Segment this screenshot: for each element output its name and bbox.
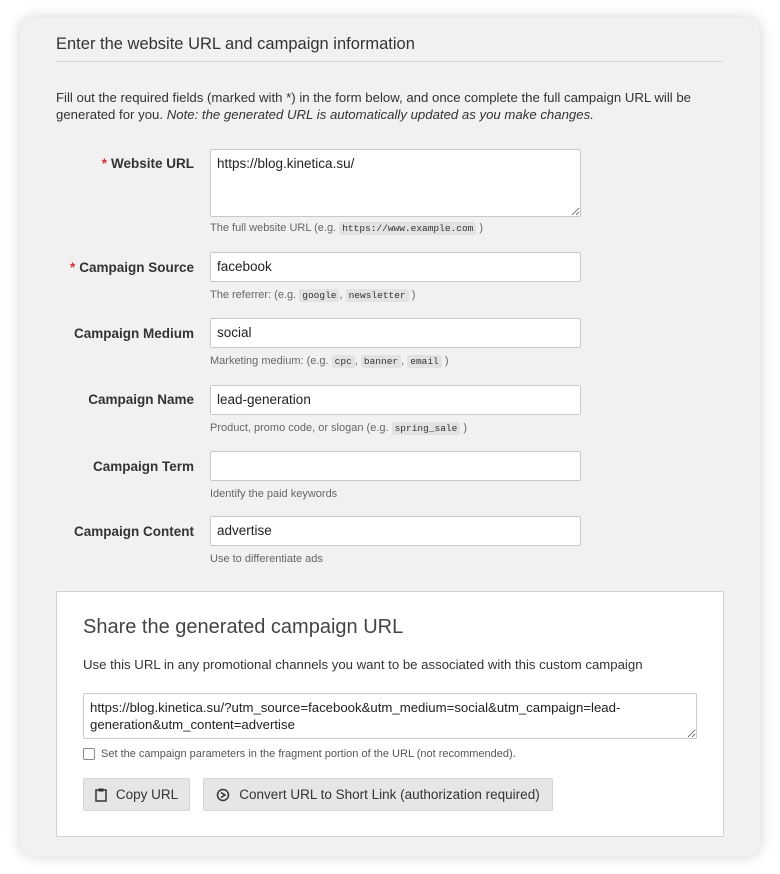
campaign-source-input[interactable] — [210, 252, 581, 282]
example-code: banner — [361, 355, 401, 368]
campaign-content-help: Use to differentiate ads — [210, 553, 323, 565]
example-code: newsletter — [346, 289, 409, 302]
example-code: spring_sale — [392, 422, 461, 435]
campaign-medium-input[interactable] — [210, 318, 581, 348]
campaign-content-input[interactable] — [210, 516, 581, 546]
campaign-term-help: Identify the paid keywords — [210, 488, 338, 500]
section-title: Enter the website URL and campaign information — [56, 35, 415, 53]
fragment-checkbox-label: Set the campaign parameters in the fragment portion of the URL (not recommended). — [101, 748, 516, 760]
campaign-name-input[interactable] — [210, 385, 581, 415]
fragment-option[interactable] — [83, 748, 516, 760]
campaign-source-label: * Campaign Source — [69, 260, 194, 275]
required-marker: * — [101, 156, 107, 171]
generated-url-output[interactable] — [83, 693, 697, 739]
campaign-url-builder-card — [20, 18, 760, 856]
campaign-content-label: Campaign Content — [74, 524, 194, 539]
website-url-label: * Website URL — [101, 156, 194, 171]
fragment-checkbox[interactable] — [83, 748, 95, 760]
example-code: google — [299, 289, 339, 302]
example-code: email — [407, 355, 442, 368]
intro-note: Note: the generated URL is automatically updated as you make changes. — [166, 107, 594, 122]
campaign-name-label: Campaign Name — [88, 392, 194, 407]
section-divider — [56, 61, 723, 62]
convert-short-link-button[interactable] — [203, 778, 553, 811]
convert-short-link-label: Convert URL to Short Link (authorization required) — [239, 787, 540, 802]
share-panel — [56, 591, 724, 837]
copy-url-label: Copy URL — [115, 787, 179, 802]
clipboard-icon — [95, 788, 107, 802]
share-title: Share the generated campaign URL — [83, 616, 404, 638]
example-code: cpc — [332, 355, 355, 368]
website-url-help: The full website URL (e.g. https://www.example.com ) — [210, 222, 484, 234]
campaign-source-help: The referrer: (e.g. google , newsletter ) — [210, 289, 416, 301]
campaign-medium-help: Marketing medium: (e.g. cpc , banner , email ) — [210, 355, 449, 367]
intro-main: Fill out the required fields (marked with *) in the form below, and once complete the full campaign URL will be generated for you. — [56, 90, 692, 122]
campaign-term-input[interactable] — [210, 451, 581, 481]
campaign-name-help: Product, promo code, or slogan (e.g. spring_sale ) — [210, 422, 468, 434]
website-url-input[interactable] — [210, 149, 581, 217]
copy-url-button[interactable] — [83, 778, 190, 811]
campaign-term-label: Campaign Term — [92, 459, 194, 474]
intro-text — [56, 89, 726, 123]
short-link-icon — [216, 788, 230, 802]
required-marker: * — [69, 260, 76, 275]
example-code: https://www.example.com — [339, 222, 476, 235]
share-description: Use this URL in any promotional channels you want to be associated with this custom campaign — [83, 657, 643, 672]
campaign-medium-label: Campaign Medium — [73, 326, 194, 341]
